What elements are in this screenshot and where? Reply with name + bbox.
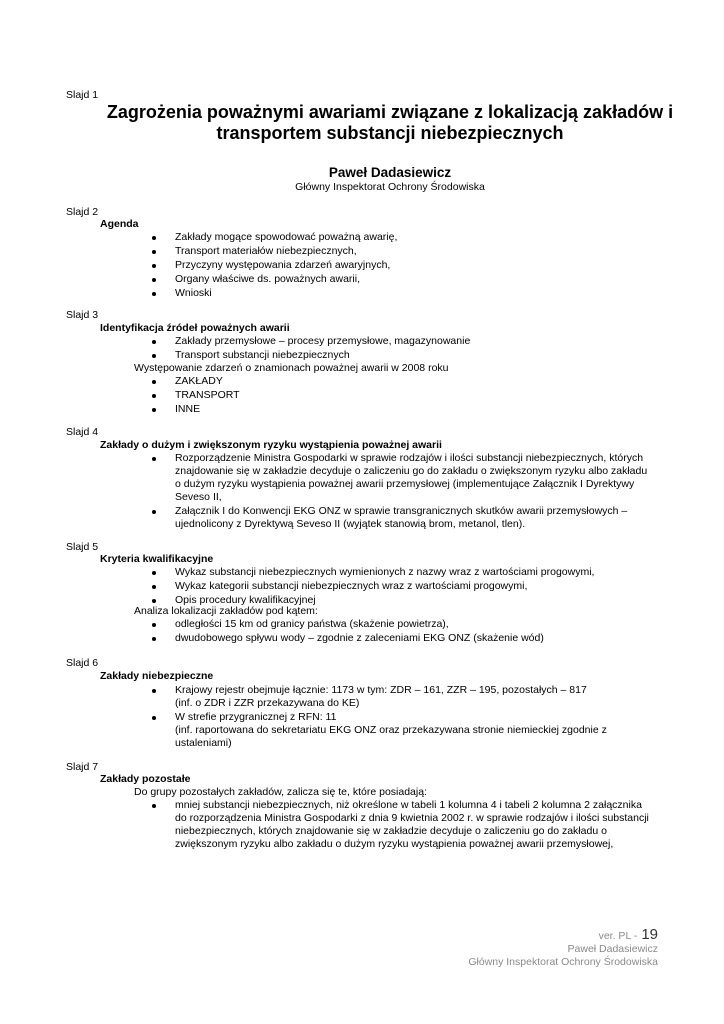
bullet-list — [150, 231, 650, 301]
bullet-list — [150, 684, 640, 751]
list-item: Transport materiałów niebezpiecznych, — [150, 245, 650, 258]
slide-label: Slajd 4 — [66, 426, 99, 438]
list-item: Przyczyny występowania zdarzeń awaryjnych, — [150, 259, 650, 272]
list-item: Zakłady przemysłowe – procesy przemysłowe, magazynowanie — [150, 335, 650, 348]
body-text: Występowanie zdarzeń o znamionach poważnej awarii w 2008 roku — [134, 362, 449, 374]
bullet-list — [150, 375, 650, 417]
list-item: dwudobowego spływu wody – zgodnie z zaleceniami EKG ONZ (skażenie wód) — [150, 632, 670, 645]
footer-version-line — [468, 928, 658, 943]
slide-heading: Zakłady pozostałe — [100, 773, 191, 785]
list-item: odległości 15 km od granicy państwa (skażenie powietrza), — [150, 618, 670, 631]
slide-heading: Agenda — [100, 218, 139, 230]
slide-heading: Kryteria kwalifikacyjne — [100, 553, 214, 565]
list-item: mniej substancji niebezpiecznych, niż określone w tabeli 1 kolumna 4 i tabeli 2 kolumna 2 załącznika do rozporządzenia Ministra Gospodarki z dnia 9 kwietnia 2002 r. w sprawie rodzajów i ilości substancji niebezpiecznych, których znajdowanie się w zakładzie decyduje o zaliczeniu go do zakładu o zwiększonym ryzyku albo zakładu o dużym ryzyku wystąpienia poważnej awarii przemysłowej, — [150, 799, 655, 851]
list-item: Krajowy rejestr obejmuje łącznie: 1173 w tym: ZDR – 161, ZZR – 195, pozostałych – 817 (inf. o ZDR i ZZR przekazywana do KE) — [150, 684, 640, 710]
footer-author: Paweł Dadasiewicz — [567, 943, 658, 955]
slide-heading: Zakłady niebezpieczne — [100, 670, 214, 682]
list-item: ZAKŁADY — [150, 375, 650, 388]
author-organization: Główny Inspektorat Ochrony Środowiska — [295, 181, 485, 193]
bullet-list — [150, 452, 650, 532]
slide-label: Slajd 5 — [66, 541, 99, 553]
page-footer — [468, 928, 658, 969]
list-item: Opis procedury kwalifikacyjnej — [150, 594, 670, 607]
list-item: Transport substancji niebezpiecznych — [150, 349, 650, 362]
list-item: Zakłady mogące spowodować poważną awarię, — [150, 231, 650, 244]
bullet-list — [150, 799, 655, 852]
list-item: Organy właściwe ds. poważnych awarii, — [150, 273, 650, 286]
bullet-list — [150, 335, 650, 363]
list-item: Załącznik I do Konwencji EKG ONZ w sprawie transgranicznych skutków awarii przemysłowych – ujednolicony z Dyrektywą Seveso II (wyjątek stanowią brom, metanol, tlen). — [150, 505, 650, 531]
version-label: ver. PL - — [598, 930, 638, 942]
list-item: Wnioski — [150, 287, 650, 300]
document-title: Zagrożenia poważnymi awariami związane z lokalizacją zakładów i transportem substancji niebezpiecznych — [106, 102, 674, 143]
list-item: Rozporządzenie Ministra Gospodarki w sprawie rodzajów i ilości substancji niebezpiecznych, których znajdowanie się w zakładzie decyduje o zaliczeniu go do zakładu o zwiększonym ryzyku albo zakładu o dużym ryzyku wystąpienia poważnej awarii przemysłowej (implementujące Załącznik I Dyrektywy Seveso II, — [150, 452, 650, 504]
author-name: Paweł Dadasiewicz — [328, 165, 452, 180]
list-item: W strefie przygranicznej z RFN: 11 (inf. raportowana do sekretariatu EKG ONZ oraz przekazywana stronie niemieckiej zgodnie z ustaleniami) — [150, 711, 640, 750]
bullet-list — [150, 618, 670, 646]
slide-label: Slajd 7 — [66, 761, 99, 773]
list-item: INNE — [150, 403, 650, 416]
body-text: Analiza lokalizacji zakładów pod kątem: — [134, 605, 318, 617]
list-item: Wykaz substancji niebezpiecznych wymienionych z nazwy wraz z wartościami progowymi, — [150, 566, 670, 579]
body-text: Do grupy pozostałych zakładów, zalicza się te, które posiadają: — [134, 786, 427, 798]
list-item: TRANSPORT — [150, 389, 650, 402]
slide-label: Slajd 6 — [66, 657, 99, 669]
slide-heading: Zakłady o dużym i zwiększonym ryzyku wystąpienia poważnej awarii — [100, 439, 442, 451]
slide-label: Slajd 2 — [66, 206, 99, 218]
slide-heading: Identyfikacja źródeł poważnych awarii — [100, 322, 290, 334]
slide-label: Slajd 1 — [66, 89, 99, 101]
bullet-list — [150, 566, 670, 608]
page-number: 19 — [641, 926, 658, 943]
list-item: Wykaz kategorii substancji niebezpiecznych wraz z wartościami progowymi, — [150, 580, 670, 593]
slide-label: Slajd 3 — [66, 309, 99, 321]
footer-organization: Główny Inspektorat Ochrony Środowiska — [468, 956, 658, 968]
